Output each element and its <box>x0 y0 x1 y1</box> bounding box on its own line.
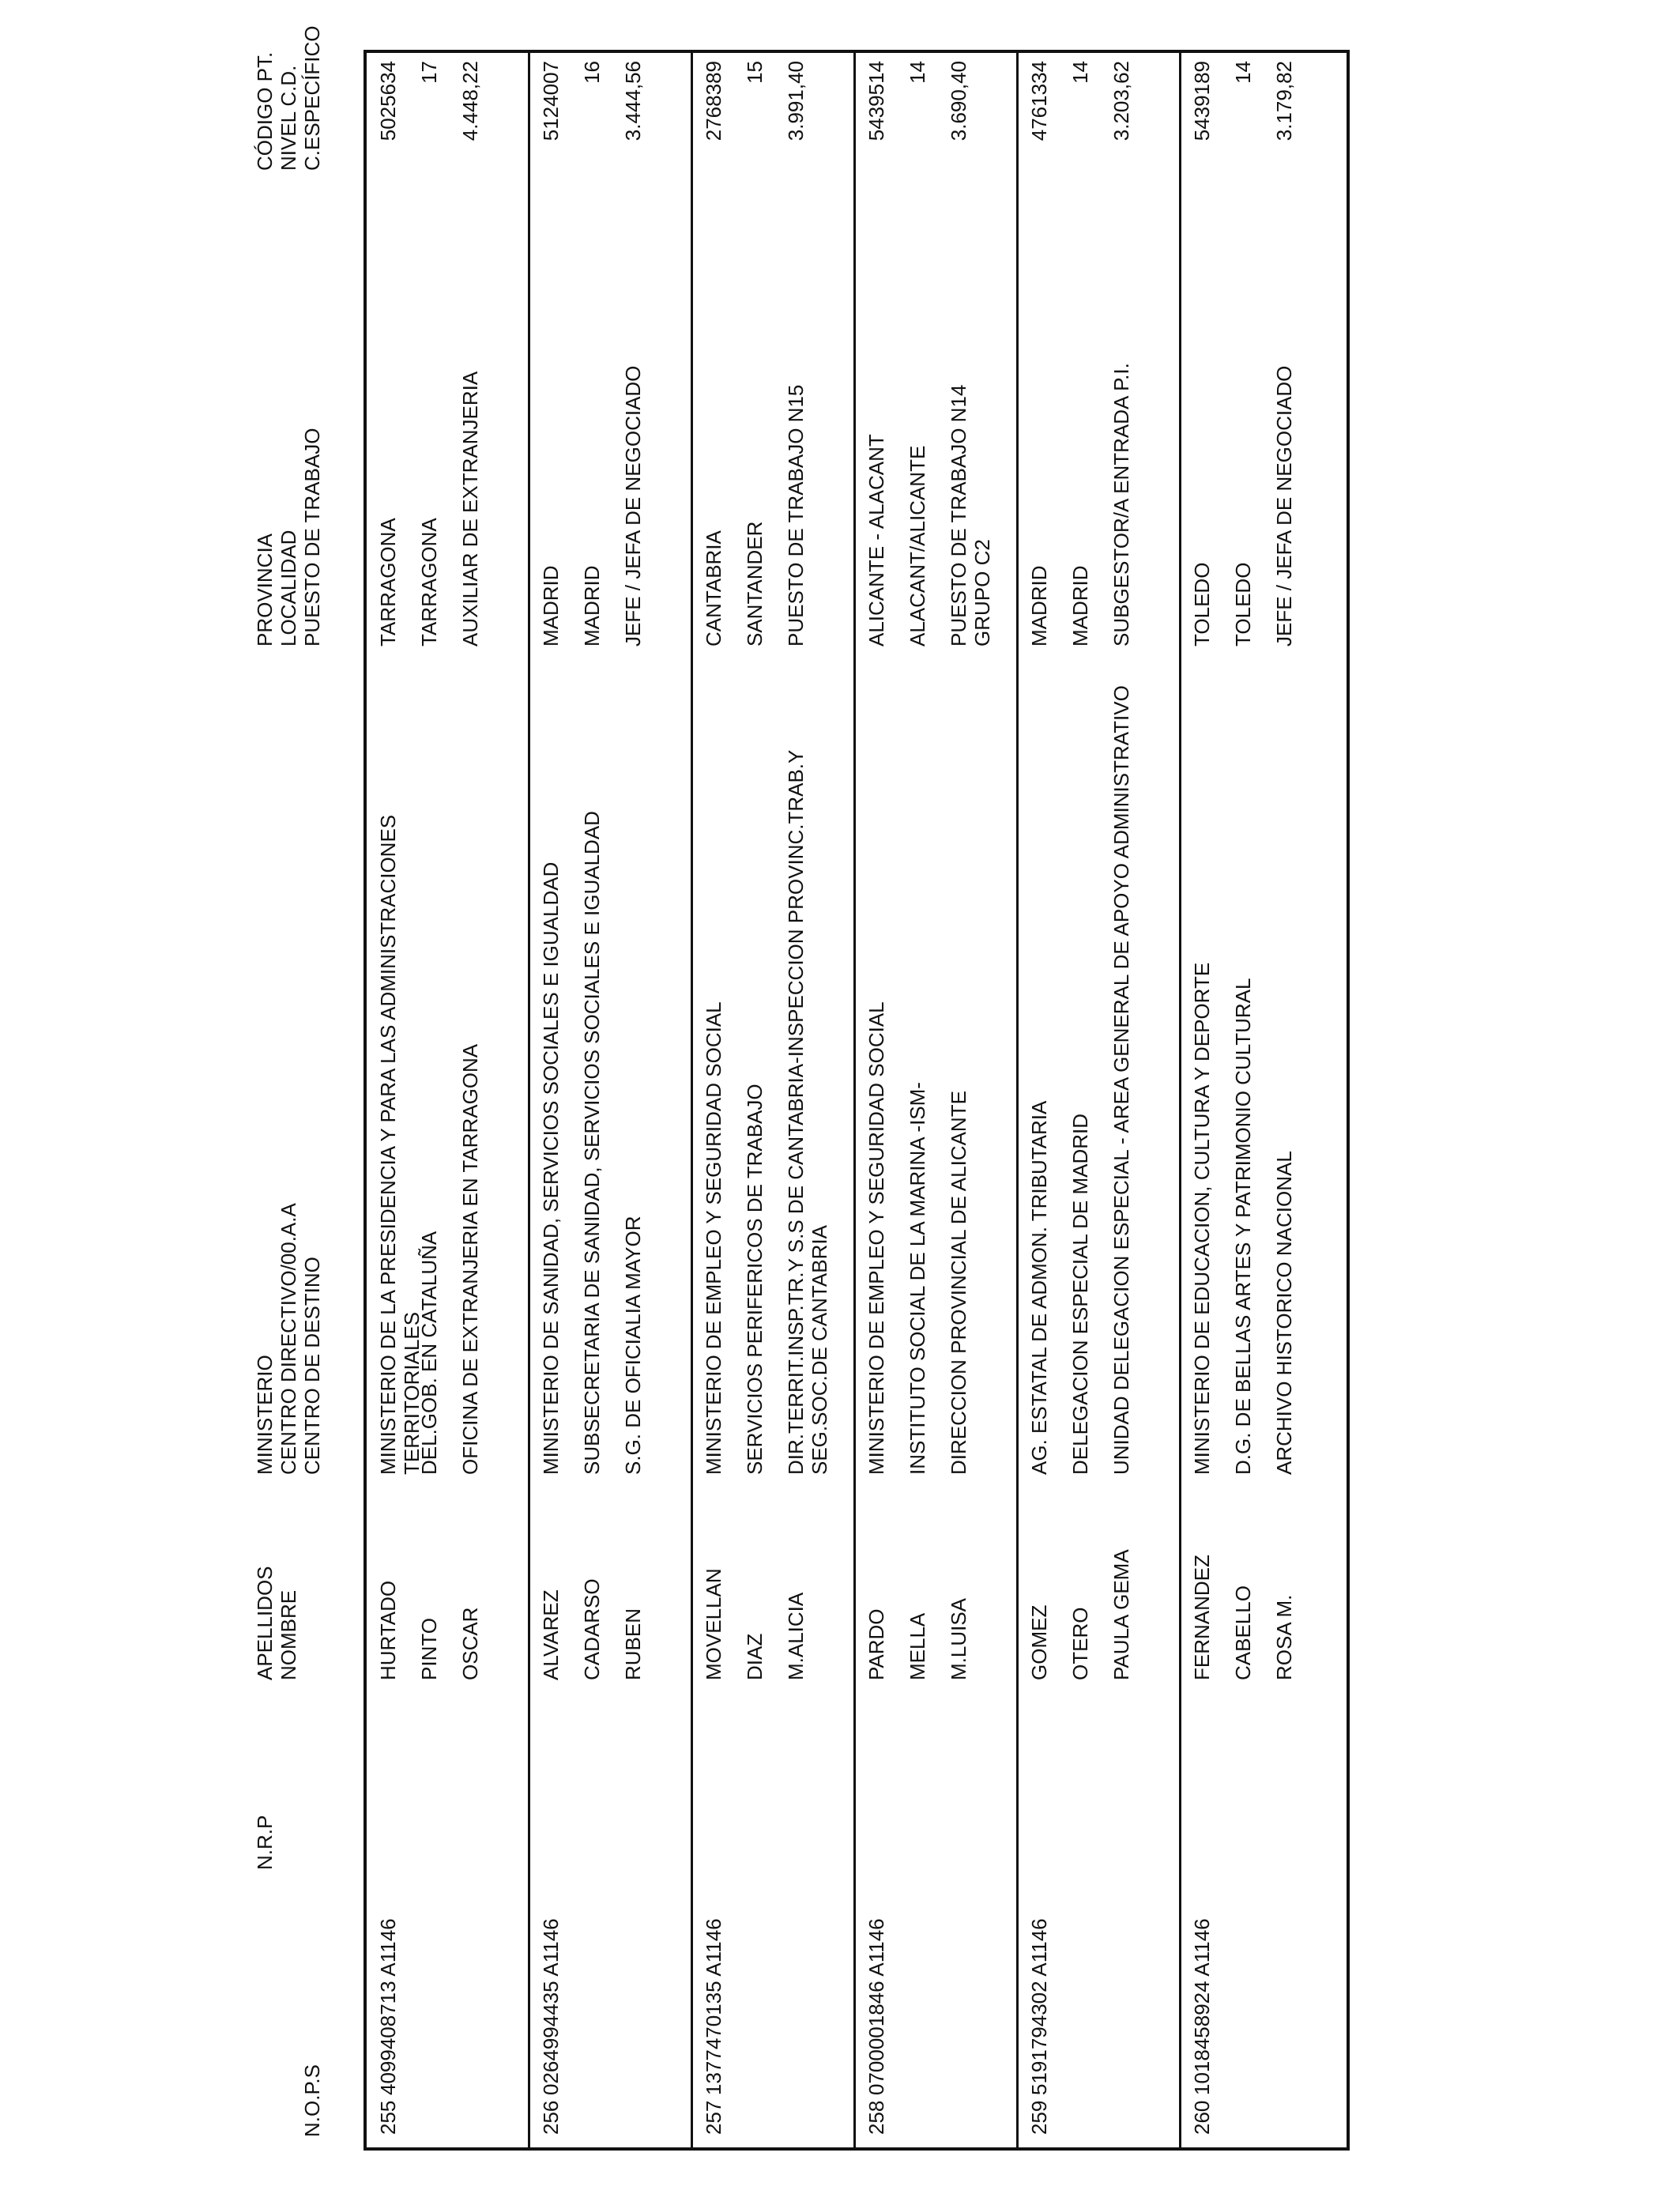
apellido1-cell: FERNANDEZ <box>1190 1555 1214 1680</box>
codigo-cell: 2768389 <box>702 61 725 141</box>
ministerio-cell: AG. ESTATAL DE ADMON. TRIBUTARIA <box>1027 1100 1051 1475</box>
nrp-cell: 1377470135 A1146 <box>702 1918 725 2095</box>
localidad-cell: ALACANT/ALICANTE <box>906 445 929 647</box>
ministerio-cell: MINISTERIO DE EMPLEO Y SEGURIDAD SOCIAL <box>864 1001 888 1475</box>
puesto-cell: PUESTO DE TRABAJO N14 GRUPO C2 <box>947 384 994 647</box>
centro-destino-cell: UNIDAD DELEGACION ESPECIAL - AREA GENERAL DE APOYO ADMINISTRATIVO <box>1109 685 1133 1475</box>
nops-cell: 259 <box>1027 2100 1051 2135</box>
provincia-cell: CANTABRIA <box>702 530 725 647</box>
codigo-cell: 5124007 <box>539 61 563 141</box>
header-centro-destino-label: CENTRO DE DESTINO <box>300 1257 324 1475</box>
nops-cell: 255 <box>376 2100 400 2135</box>
header-codigo <box>253 26 324 171</box>
apellido1-cell: MOVELLAN <box>702 1568 725 1680</box>
especifico-cell: 3.991,40 <box>784 61 808 141</box>
nivel-cell: 16 <box>580 61 604 84</box>
provincia-cell: MADRID <box>1027 565 1051 647</box>
codigo-cell: 5025634 <box>376 61 400 141</box>
provincia-cell: ALICANTE - ALACANT <box>864 434 888 647</box>
centro-destino-cell: ARCHIVO HISTORICO NACIONAL <box>1272 1151 1296 1475</box>
nombre-cell: RUBEN <box>621 1608 645 1680</box>
nombre-cell: M.LUISA <box>947 1597 970 1680</box>
header-nops-label: N.O.P.S <box>300 2064 324 2137</box>
especifico-cell: 3.690,40 <box>947 61 970 141</box>
row-separator <box>853 53 856 2147</box>
header-codigo-label: CÓDIGO PT. <box>253 51 277 171</box>
provincia-cell: TOLEDO <box>1190 562 1214 647</box>
nivel-cell: 14 <box>1068 61 1092 84</box>
nops-cell: 260 <box>1190 2100 1214 2135</box>
nombre-cell: OSCAR <box>458 1607 482 1680</box>
ministerio-cell: MINISTERIO DE EMPLEO Y SEGURIDAD SOCIAL <box>702 1001 725 1475</box>
especifico-cell: 3.203,62 <box>1109 61 1133 141</box>
apellido2-cell: CADARSO <box>580 1578 604 1680</box>
apellido1-cell: GOMEZ <box>1027 1604 1051 1680</box>
centro-directivo-cell: DEL.GOB. EN CATALUÑA <box>417 1231 441 1475</box>
header-centro-directivo-label: CENTRO DIRECTIVO/00.A.A <box>277 1203 300 1475</box>
header-ministerio-label: MINISTERIO <box>253 1355 277 1475</box>
provincia-cell: TARRAGONA <box>376 518 400 647</box>
centro-directivo-cell: SERVICIOS PERIFERICOS DE TRABAJO <box>743 1084 767 1475</box>
puesto-cell: SUBGESTOR/A ENTRADA P.I. <box>1109 363 1133 647</box>
header-puesto-label: PUESTO DE TRABAJO <box>300 428 324 647</box>
header-nops <box>253 2064 324 2137</box>
header-apellidos-label: APELLIDOS <box>253 1566 277 1680</box>
nivel-cell: 17 <box>417 61 441 84</box>
nivel-cell: 14 <box>906 61 929 84</box>
nombre-cell: M.ALICIA <box>784 1592 808 1680</box>
apellido2-cell: CABELLO <box>1231 1585 1255 1680</box>
centro-destino-cell: OFICINA DE EXTRANJERIA EN TARRAGONA <box>458 1043 482 1475</box>
nrp-cell: 0700001846 A1146 <box>864 1918 888 2095</box>
localidad-cell: TARRAGONA <box>417 518 441 647</box>
nombre-cell: ROSA M. <box>1272 1594 1296 1680</box>
header-apellidos-nombre <box>253 1566 300 1680</box>
puesto-cell: JEFE / JEFA DE NEGOCIADO <box>1272 365 1296 647</box>
centro-destino-cell: S.G. DE OFICIALIA MAYOR <box>621 1216 645 1475</box>
apellido2-cell: MELLA <box>906 1612 929 1680</box>
nivel-cell: 15 <box>743 61 767 84</box>
centro-directivo-cell: INSTITUTO SOCIAL DE LA MARINA -ISM- <box>906 1082 929 1475</box>
puesto-cell: JEFE / JEFA DE NEGOCIADO <box>621 365 645 647</box>
centro-destino-cell: DIRECCION PROVINCIAL DE ALICANTE <box>947 1091 970 1475</box>
header-nrp <box>253 1815 277 1870</box>
header-ministerio <box>253 1203 324 1475</box>
apellido2-cell: DIAZ <box>743 1633 767 1680</box>
especifico-cell: 3.444,56 <box>621 61 645 141</box>
nrp-cell: 5191794302 A1146 <box>1027 1918 1051 2095</box>
apellido1-cell: PARDO <box>864 1608 888 1680</box>
apellido2-cell: PINTO <box>417 1618 441 1680</box>
header-provincia <box>253 428 324 647</box>
ministerio-cell: MINISTERIO DE SANIDAD, SERVICIOS SOCIALES E IGUALDAD <box>539 861 563 1475</box>
especifico-cell: 3.179,82 <box>1272 61 1296 141</box>
nrp-cell: 4099408713 A1146 <box>376 1918 400 2095</box>
header-especifico-label: C.ESPECÍFICO <box>300 25 324 171</box>
apellido1-cell: ALVAREZ <box>539 1589 563 1680</box>
localidad-cell: MADRID <box>1068 565 1092 647</box>
localidad-cell: MADRID <box>580 565 604 647</box>
ministerio-cell: MINISTERIO DE LA PRESIDENCIA Y PARA LAS ADMINISTRACIONES TERRITORIALES <box>376 814 424 1475</box>
nops-cell: 257 <box>702 2100 725 2135</box>
header-nombre-label: NOMBRE <box>277 1589 300 1680</box>
localidad-cell: TOLEDO <box>1231 562 1255 647</box>
especifico-cell: 4.448,22 <box>458 61 482 141</box>
header-provincia-label: PROVINCIA <box>253 533 277 647</box>
codigo-cell: 5439189 <box>1190 61 1214 141</box>
header-localidad-label: LOCALIDAD <box>277 530 300 647</box>
centro-destino-cell: DIR.TERRIT.INSP.TR.Y S.S DE CANTABRIA-INSPECCION PROVINC.TRAB.Y SEG.SOC.DE CANTABRIA <box>784 750 831 1475</box>
codigo-cell: 4761334 <box>1027 61 1051 141</box>
nops-cell: 256 <box>539 2100 563 2135</box>
codigo-cell: 5439514 <box>864 61 888 141</box>
provincia-cell: MADRID <box>539 565 563 647</box>
header-nrp-label: N.R.P <box>253 1815 277 1870</box>
centro-directivo-cell: DELEGACION ESPECIAL DE MADRID <box>1068 1113 1092 1475</box>
nrp-cell: 1018458924 A1146 <box>1190 1918 1214 2095</box>
apellido2-cell: OTERO <box>1068 1607 1092 1680</box>
nombre-cell: PAULA GEMA <box>1109 1549 1133 1680</box>
puesto-cell: AUXILIAR DE EXTRANJERIA <box>458 371 482 647</box>
localidad-cell: SANTANDER <box>743 521 767 647</box>
header-nivel-label: NIVEL C.D. <box>277 65 300 171</box>
puesto-cell: PUESTO DE TRABAJO N15 <box>784 384 808 647</box>
row-separator <box>1179 53 1181 2147</box>
row-separator <box>1016 53 1019 2147</box>
nivel-cell: 14 <box>1231 61 1255 84</box>
centro-directivo-cell: SUBSECRETARIA DE SANIDAD, SERVICIOS SOCIALES E IGUALDAD <box>580 811 604 1475</box>
data-table <box>363 50 1350 2151</box>
row-separator <box>691 53 693 2147</box>
ministerio-cell: MINISTERIO DE EDUCACION, CULTURA Y DEPORTE <box>1190 962 1214 1475</box>
nrp-cell: 0264994435 A1146 <box>539 1918 563 2095</box>
row-separator <box>528 53 530 2147</box>
nops-cell: 258 <box>864 2100 888 2135</box>
centro-directivo-cell: D.G. DE BELLAS ARTES Y PATRIMONIO CULTURAL <box>1231 978 1255 1475</box>
apellido1-cell: HURTADO <box>376 1580 400 1680</box>
